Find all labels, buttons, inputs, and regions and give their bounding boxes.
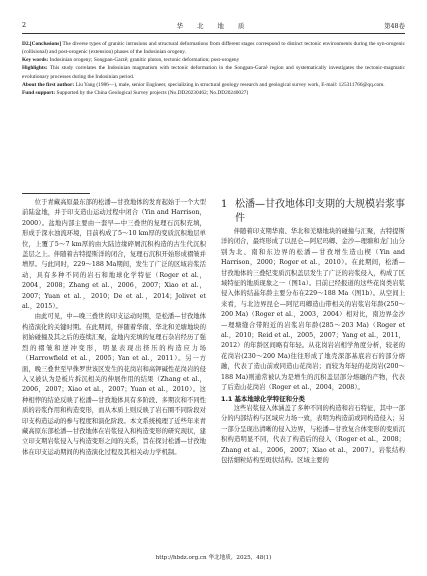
author-label: About the first author: [22,81,75,88]
page-header [22,21,405,33]
keywords-text: Indosinian orogeny; Songpan-Garzê; granitic pluton, tectonic deformation; post-orogeny [49,57,240,64]
author-text: Liu Yang (1986—), male, senior Engineer, specializing in structural geology research and geological survey work, E-mail: 125311766@qq.com. [75,81,385,88]
page-number: 2 [22,21,27,29]
conclusions-text: The diverse types of granitic intrusions and structural deformations from different stages correspond to distinct tectonic environments during the syn-orogenic (collisional) and post-orogenic (extension) phases of the Indosinian orogeny. [22,41,405,56]
fund-text: Supported by the China Geological Survey projects (No.DD20230462; No.DD20240027) [56,89,249,96]
right-column [221,198,405,466]
body-paragraph: 伴随着印支期华南、华北和羌塘地块的碰撞与汇聚，古特提斯洋的闭合，最终形成了以昆仑—阿尼玛卿、金沙—理塘和龙门山分别为北、南和东边界的松潘—甘孜增生造山楔（Yin and Harrison，2000；Roger et al.，2010）。在此期间，松潘—甘孜地体的三叠纪变质沉积盖层发生了广泛的岩浆侵入，构成了区域特征的地质现象之一（图1a）。目前已经报道的这些花岗类岩浆侵入体的结晶年龄主要分布在229～188 Ma（图1b）。从空间上来看，与北边界昆仑—阿尼玛卿造山带相关的岩浆岩年龄(250～200 Ma)（Roger et al.，2003，2004）相对比，南边界金沙—理塘缝合带附近的岩浆岩年龄(285～203 Ma)（Roger et al.，2010；Reid et al.，2005，2007；Yang et al.，2011，2012）的年龄区间略有年轻。从花岗岩岩相学角度分析，较老的花岗岩(230～200 Ma)往往形成了地壳深部基底岩石的部分熔融，代表了造山前或同造山花岗岩；而较为年轻的花岗岩(200～188 Ma)则通常被认为是增生的沉积盖层部分熔融的产物，代表了后造山花岗岩（Roger et al.，2004，2008）。 [221,228,405,392]
fund-paragraph [22,89,405,97]
footnote-rule [22,193,90,194]
section-heading [221,198,405,225]
body-paragraph: 由此可见，中—晚三叠世的印支运动时期，是松潘—甘孜地体构造演化的关键时期。在此期间，伴随着华南、华北和羌塘地块的初始碰撞及其之后的连续汇聚，盆地内充填的复理石杂岩经历了强烈的褶皱和逆冲变形，明显表现出挤压的构造应力场（Harrowfield et al.，2005；Yan et al.，2011）。另一方面，晚三叠世至早侏罗世该区发生的花岗岩和高钾碱性花岗岩的侵入又被认为是板片拆沉相关的伸展作用的结果（Zhang et al.，2006，2007；Xiao et al.，2007；Yuan et al.，2010）。这种相悖的结论反映了松潘—甘孜地体具有多阶段、多期次和不同性质的岩浆作用和构造变形，而从本质上则反映了岩石圈不同阶段对印支构造运动的参与程度和演化阶段。本文系统梳理了近些年来青藏高原东部松潘—甘孜地体在岩浆侵入和构造变形的研究现状，建立印支期岩浆侵入与构造变形之间的关系，旨在探讨松潘—甘孜地体在印支运动期间的构造演化过程及其相关动力学机制。 [22,313,206,456]
author-paragraph [22,81,405,89]
left-column [22,198,206,458]
section-title: 松潘—甘孜地体印支期的大规模岩浆事件 [235,199,405,224]
section-number: 1 [221,199,228,210]
conclusions-paragraph [22,40,405,56]
journal-title: 华 北 地 质 [176,22,251,30]
highlights-label: Highlights: [22,65,48,72]
english-abstract [22,40,405,97]
volume-label: 第48卷 [384,22,405,30]
keywords-paragraph [22,56,405,64]
highlights-paragraph [22,64,405,80]
conclusions-label: D2.[Conclusions] [22,41,62,47]
body-paragraph: 位于青藏高原最东部的松潘—甘孜地体的发育起始于一个大型前陆盆地，并于印支造山运动过程中闭合（Yin and Harrison，2000）。盆地内部主要由一套早—中三叠世的复理石沉积充填，形成于深水浊流环境，目前构成了5～10 km厚的变质沉积地层单位，上覆了5～7 km厚的由大陆边缘碎屑沉积构造的古生代沉积盖层之上。伴随着古特提斯洋的闭合，复理石沉积开始形成褶皱并增厚。与此同时，229～188 Ma期间，发生了广泛的区域岩浆活动，具有多种不同的岩石和地球化学特征（Roger et al.，2004，2008；Zhang et al.，2006，2007；Xiao et al.，2007；Yuan et al.，2010；De et al.，2014；Jolivet et al.，2015）。 [22,199,206,311]
highlights-text: This study correlates the Indosinian magmatism with tectonic deformation in the Songpan-Garzê region and systematically investigates the tectonic-magmatic evolutionary processes during the Indosinian period. [22,65,405,80]
page-footer: http://hbdz.org.cn 华北地质，2025，48(1) [155,555,272,561]
body-paragraph: 这些岩浆侵入体涵盖了多种不同的构造和岩石特征，其中一部分的内部结构与区域应力场一致，表明为构造前或同构造侵入；另一部分呈现出清晰的侵入边界，与松潘—甘孜复合体变形的变质沉积构造明显不同，代表了构造后的侵入（Roger et al.，2008；Zhang et al.，2006，2007；Xiao et al.，2007）。岩浆结构包括細粒結构至斑状结构。区域主要的 [221,404,405,464]
subsection-heading: 1.1 基本地球化学特征和分类 [221,394,305,403]
header-rule [22,33,405,34]
keywords-label: Key words: [22,57,49,64]
fund-label: Fund support: [22,89,56,96]
